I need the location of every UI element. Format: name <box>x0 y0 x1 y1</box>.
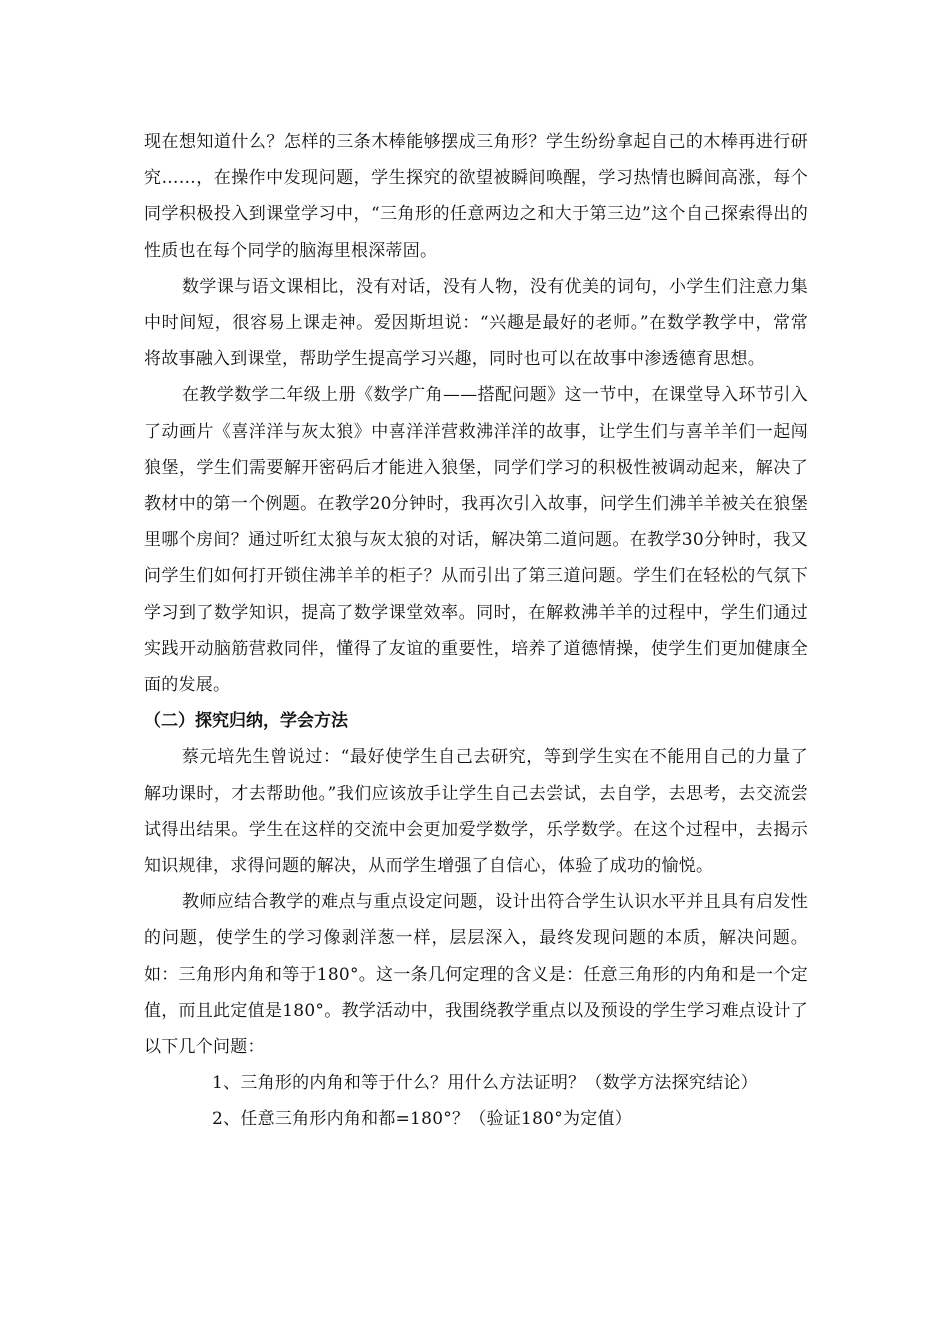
paragraph-question-design: 教师应结合教学的难点与重点设定问题，设计出符合学生认识水平并且具有启发性的问题，使学生的学习像剥洋葱一样，层层深入，最终发现问题的本质，解决问题。如：三角形内角和等于180°。这一条几何定理的含义是：任意三角形的内角和是一个定值，而且此定值是180°。教学活动中，我围绕教学重点以及预设的学生学习难点设计了以下几个问题： <box>144 892 808 1058</box>
document-body <box>144 124 808 1138</box>
list-item: 2、任意三角形内角和都=180°？（验证180°为定值） <box>212 1109 632 1130</box>
paragraph-triangle-sticks: 现在想知道什么？怎样的三条木棒能够摆成三角形？学生纷纷拿起自己的木棒再进行研究……，在操作中发现问题，学生探究的欲望被瞬间唤醒，学习热情也瞬间高涨，每个同学积极投入到课堂学习中，“三角形的任意两边之和大于第三边”这个自己探索得出的性质也在每个同学的脑海里根深蒂固。 <box>144 132 808 261</box>
section-heading: （二）探究归纳，学会方法 <box>144 711 348 732</box>
paragraph-self-study: 蔡元培先生曾说过：“最好使学生自己去研究，等到学生实在不能用自己的力量了解功课时，才去帮助他。”我们应该放手让学生自己去尝试，去自学，去思考，去交流尝试得出结果。学生在这样的交流中会更加爱学数学，乐学数学。在这个过程中，去揭示知识规律，求得问题的解决，从而学生增强了自信心，体验了成功的愉悦。 <box>144 747 808 877</box>
list-item: 1、三角形的内角和等于什么？用什么方法证明？（数学方法探究结论） <box>212 1073 758 1094</box>
paragraph-interest-teacher: 数学课与语文课相比，没有对话，没有人物，没有优美的词句，小学生们注意力集中时间短，很容易上课走神。爱因斯坦说：“兴趣是最好的老师。”在数学教学中，常常将故事融入到课堂，帮助学生提高学习兴趣，同时也可以在故事中渗透德育思想。 <box>144 276 808 370</box>
paragraph-story-lesson: 在教学数学二年级上册《数学广角——搭配问题》这一节中，在课堂导入环节引入了动画片《喜洋洋与灰太狼》中喜洋洋营救沸洋洋的故事，让学生们与喜羊羊们一起闯狼堡，学生们需要解开密码后才能进入狼堡，同学们学习的积极性被调动起来，解决了教材中的第一个例题。在教学20分钟时，我再次引入故事，问学生们沸羊羊被关在狼堡里哪个房间？通过听红太狼与灰太狼的对话，解决第二道问题。在教学30分钟时，我又问学生们如何打开锁住沸羊羊的柜子？从而引出了第三道问题。学生们在轻松的气氛下学习到了数学知识，提高了数学课堂效率。同时，在解救沸羊羊的过程中，学生们通过实践开动脑筋营救同伴，懂得了友谊的重要性，培养了道德情操，使学生们更加健康全面的发展。 <box>144 385 808 696</box>
